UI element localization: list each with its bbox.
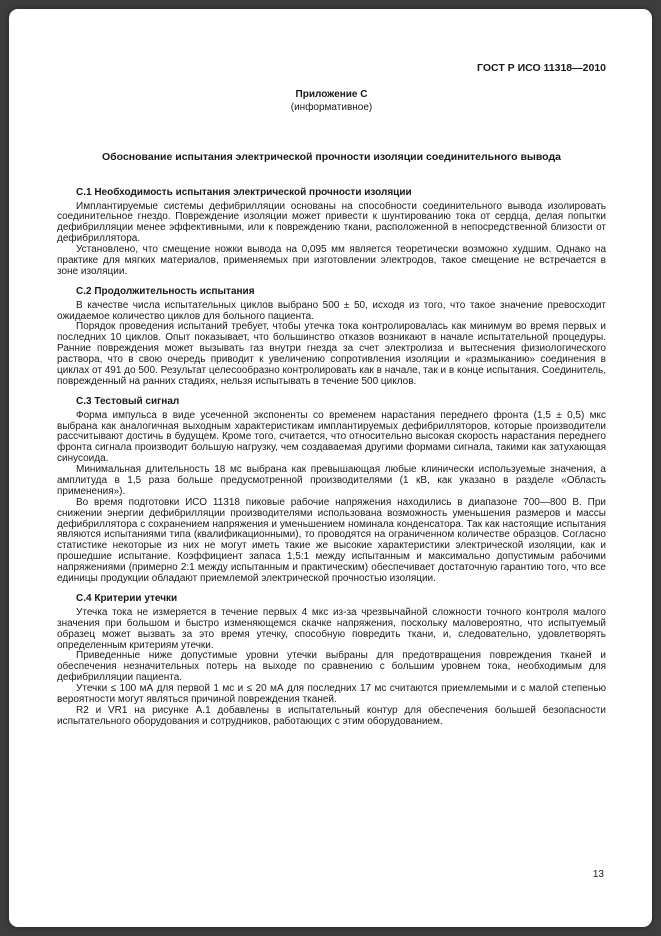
paragraph: Порядок проведения испытаний требует, чтобы утечка тока контролировалась как минимум во время первых и последних 10 циклов. Опыт показывает, что большинство отказов возникают в начале испытательной процедуры. Ранние повреждения может вызывать газ внутри гнезда за счет электролиза и вытеснения физиологического раствора, что в свою очередь приводит к увеличению сопротивления изоляции и «размыканию» соединения в циклах от 491 до 500. Результат целесообразно контролировать как в начале, так и в конце испытания. Соединитель, поврежденный на ранних стадиях, нельзя испытывать в течение 500 циклов. (57, 321, 606, 387)
annex-label: Приложение С (295, 89, 368, 101)
section-heading: С.1 Необходимость испытания электрической прочности изоляции (76, 186, 412, 198)
document-page (9, 9, 652, 927)
section-heading: С.2 Продолжительность испытания (76, 285, 255, 297)
paragraph: Форма импульса в виде усеченной экспоненты со временем нарастания переднего фронта (1,5 ± 0,5) мкс выбрана как аналогичная выходным характеристикам имплантируемых дефибрилляторов, которые производители рассчитывают достичь в будущем. Кроме того, считается, что относительно высокая скорость нарастания переднего фронта сигнала производит большую нагрузку, чем создаваемая другими формами сигнала, такими как затухающая синусоида. (57, 409, 606, 465)
annex-type: (информативное) (290, 102, 373, 114)
section-heading: С.3 Тестовый сигнал (76, 395, 180, 407)
section-c3 (57, 397, 606, 585)
paragraph: R2 и VR1 на рисунке А.1 добавлены в испытательный контур для обеспечения большей безопасности испытательного оборудования и сотрудников, работающих с этим оборудованием. (57, 704, 606, 727)
paragraph: В качестве числа испытательных циклов выбрано 500 ± 50, исходя из того, что такое значение превосходит ожидаемое количество циклов для больного пациента. (57, 299, 606, 322)
document-title: Обоснование испытания электрической прочности изоляции соединительного вывода (102, 151, 561, 164)
paragraph: Имплантируемые системы дефибрилляции основаны на способности соединительного вывода изолировать соединительное гнездо. Повреждение изоляции может привести к шунтированию тока от сердца, делая попытки дефибрилляции менее эффективными, или к повреждению ткани, расположенной в непосредственной близости от дефибриллятора. (57, 200, 606, 245)
section-c4 (57, 594, 606, 728)
section-heading: С.4 Критерии утечки (76, 592, 178, 604)
paragraph: Во время подготовки ИСО 11318 пиковые рабочие напряжения находились в диапазоне 700—800 В. При снижении энергии дефибрилляции производителями использована возможность уменьшения размеров и массы дефибриллятора с сохранением напряжения и уменьшением номинала конденсатора. Так как настоящие испытания являются испытаниями типа (квалификационными), то проводятся на ограниченном количестве образцов. Согласно статистике некоторые из них не могут иметь такие же высокие характеристики электрической изоляции, как и прошедшие испытание. Коэффициент запаса 1,5:1 между испытанным и максимально допустимым рабочими напряжениями (примерно 2:1 между испытанным и практическим) обеспечивает достаточную гарантию того, что все единицы продукции обладают приемлемой электрической прочностью изоляции. (57, 496, 606, 585)
section-c2 (57, 287, 606, 388)
section-c1 (57, 188, 606, 278)
paragraph: Утечки ≤ 100 мА для первой 1 мс и ≤ 20 мА для последних 17 мс считаются приемлемыми и с малой степенью вероятности могут являться причиной повреждения тканей. (57, 683, 606, 705)
paragraph: Утечка тока не измеряется в течение первых 4 мкс из-за чрезвычайной сложности точного контроля малого значения при большом и быстро изменяющемся скачке напряжения, поскольку маловероятно, что испытуемый образец может вызвать за это время утечку, способную повредить ткани, и, следовательно, удовлетворять определенным критериям утечки. (57, 606, 606, 651)
paragraph: Минимальная длительность 18 мс выбрана как превышающая любые клинически используемые значения, а амплитуда в 1,5 раза больше предусмотренной производителями (1 кВ, как указано в разделе «Область применения»). (57, 464, 606, 497)
standard-code: ГОСТ Р ИСО 11318—2010 (477, 62, 606, 74)
page-number: 13 (592, 869, 604, 881)
paragraph: Приведенные ниже допустимые уровни утечки выбраны для предотвращения повреждения тканей и обеспечения незначительных потерь на выходе по сравнению с большим уровнем тока, необходимым для дефибрилляции пациента. (57, 650, 606, 684)
paragraph: Установлено, что смещение ножки вывода на 0,095 мм является теоретически возможно худшим. Однако на практике для мягких материалов, применяемых при изготовлении электродов, такое смещение не встречается в зоне изоляции. (57, 244, 606, 277)
